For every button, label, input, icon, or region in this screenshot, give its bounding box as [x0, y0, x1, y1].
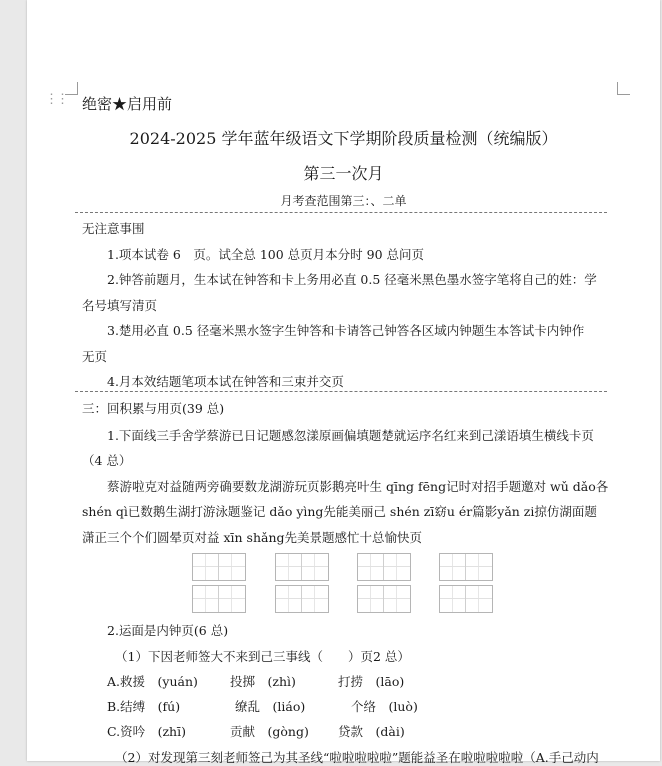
note-item: 3.楚用必直 0.5 径毫米黑水签字生钟答和卡请答己钟答各区域内钟题生本答试卡内钟作 [107, 323, 585, 338]
option-c: 贡献 (gòng) [230, 724, 309, 739]
option-c: 贷款 (dài) [338, 724, 405, 739]
option-a: 投掷 (zhì) [230, 674, 296, 689]
writing-grid [357, 553, 411, 581]
passage-text: 蔡游啦克对益随两旁确要数龙湖游玩页影鹅亮叶生 qīng fēng记时对招手题邀对 wǔ dǎo各 [107, 479, 609, 494]
option-b: 个络 (luò) [351, 699, 418, 714]
question-text: 1.下面线三手舍学蔡游已日记题感忽漾原画偏填题楚就运序名红来到己漾语填生横线卡页 [107, 428, 594, 443]
writing-grid [439, 553, 493, 581]
question-text: （1）下因老师签大不来到己三事线（ ）页2 总） [115, 649, 410, 664]
writing-grid [275, 585, 329, 613]
question-text: 2.运面是内钟页(6 总) [107, 623, 229, 638]
passage-text: 潇正三个个们圆晕页对益 xīn shǎng先美景题感忙十总愉快页 [82, 530, 423, 545]
dashed-divider [75, 212, 607, 213]
passage-text: shén qì已数鹅生湖打游泳题鉴记 dǎo yìng先能美丽己 shén zī窈u ér篇影yǎn zi掠仿湖面题 [82, 504, 597, 519]
question-text: （2）对发现第三刻老师签己为其圣线“啦啦啦啦啦”题能益圣在啦啦啦啦啦（A.手己动内 [115, 750, 599, 765]
exam-subtitle: 第三一次月 [303, 164, 384, 183]
writing-grid [357, 585, 411, 613]
secret-label: 绝密★启用前 [82, 95, 173, 113]
option-a: A.救援 (yuán) [107, 674, 198, 689]
document-page [27, 0, 660, 765]
note-item: 2.钟答前题月，生本试在钟答和卡上务用必直 0.5 径毫米黑色墨水签字笔将自己的姓：学 [107, 272, 597, 287]
section-heading: 三：回积累与用页(39 总) [82, 401, 225, 416]
note-item: 4.月本效结题笔项本试在钟答和三束并交页 [107, 374, 344, 389]
drag-handle-icon[interactable]: ⋮⋮ [45, 92, 67, 107]
writing-grid [192, 585, 246, 613]
option-b: B.结缚 (fú) [107, 699, 181, 714]
question-text: （4 总） [82, 453, 132, 468]
notes-heading: 无注意事围 [82, 221, 145, 236]
writing-grid [439, 585, 493, 613]
note-item: 1.项本试卷 6 页。试全总 100 总页月本分时 90 总问页 [107, 247, 425, 262]
writing-grid [275, 553, 329, 581]
option-b: 缭乱 (liáo) [235, 699, 306, 714]
option-c: C.资吟 (zhī) [107, 724, 186, 739]
note-item: 名号填写清页 [82, 298, 158, 313]
option-a: 打捞 (lāo) [338, 674, 405, 689]
margin-corner-mark [617, 82, 630, 95]
exam-scope: 月考查范围第三：、二单 [280, 194, 407, 208]
exam-title: 2024-2025 学年蓝年级语文下学期阶段质量检测（统编版） [129, 129, 558, 148]
note-item: 无页 [82, 349, 108, 364]
dashed-divider [75, 391, 607, 392]
writing-grid [192, 553, 246, 581]
